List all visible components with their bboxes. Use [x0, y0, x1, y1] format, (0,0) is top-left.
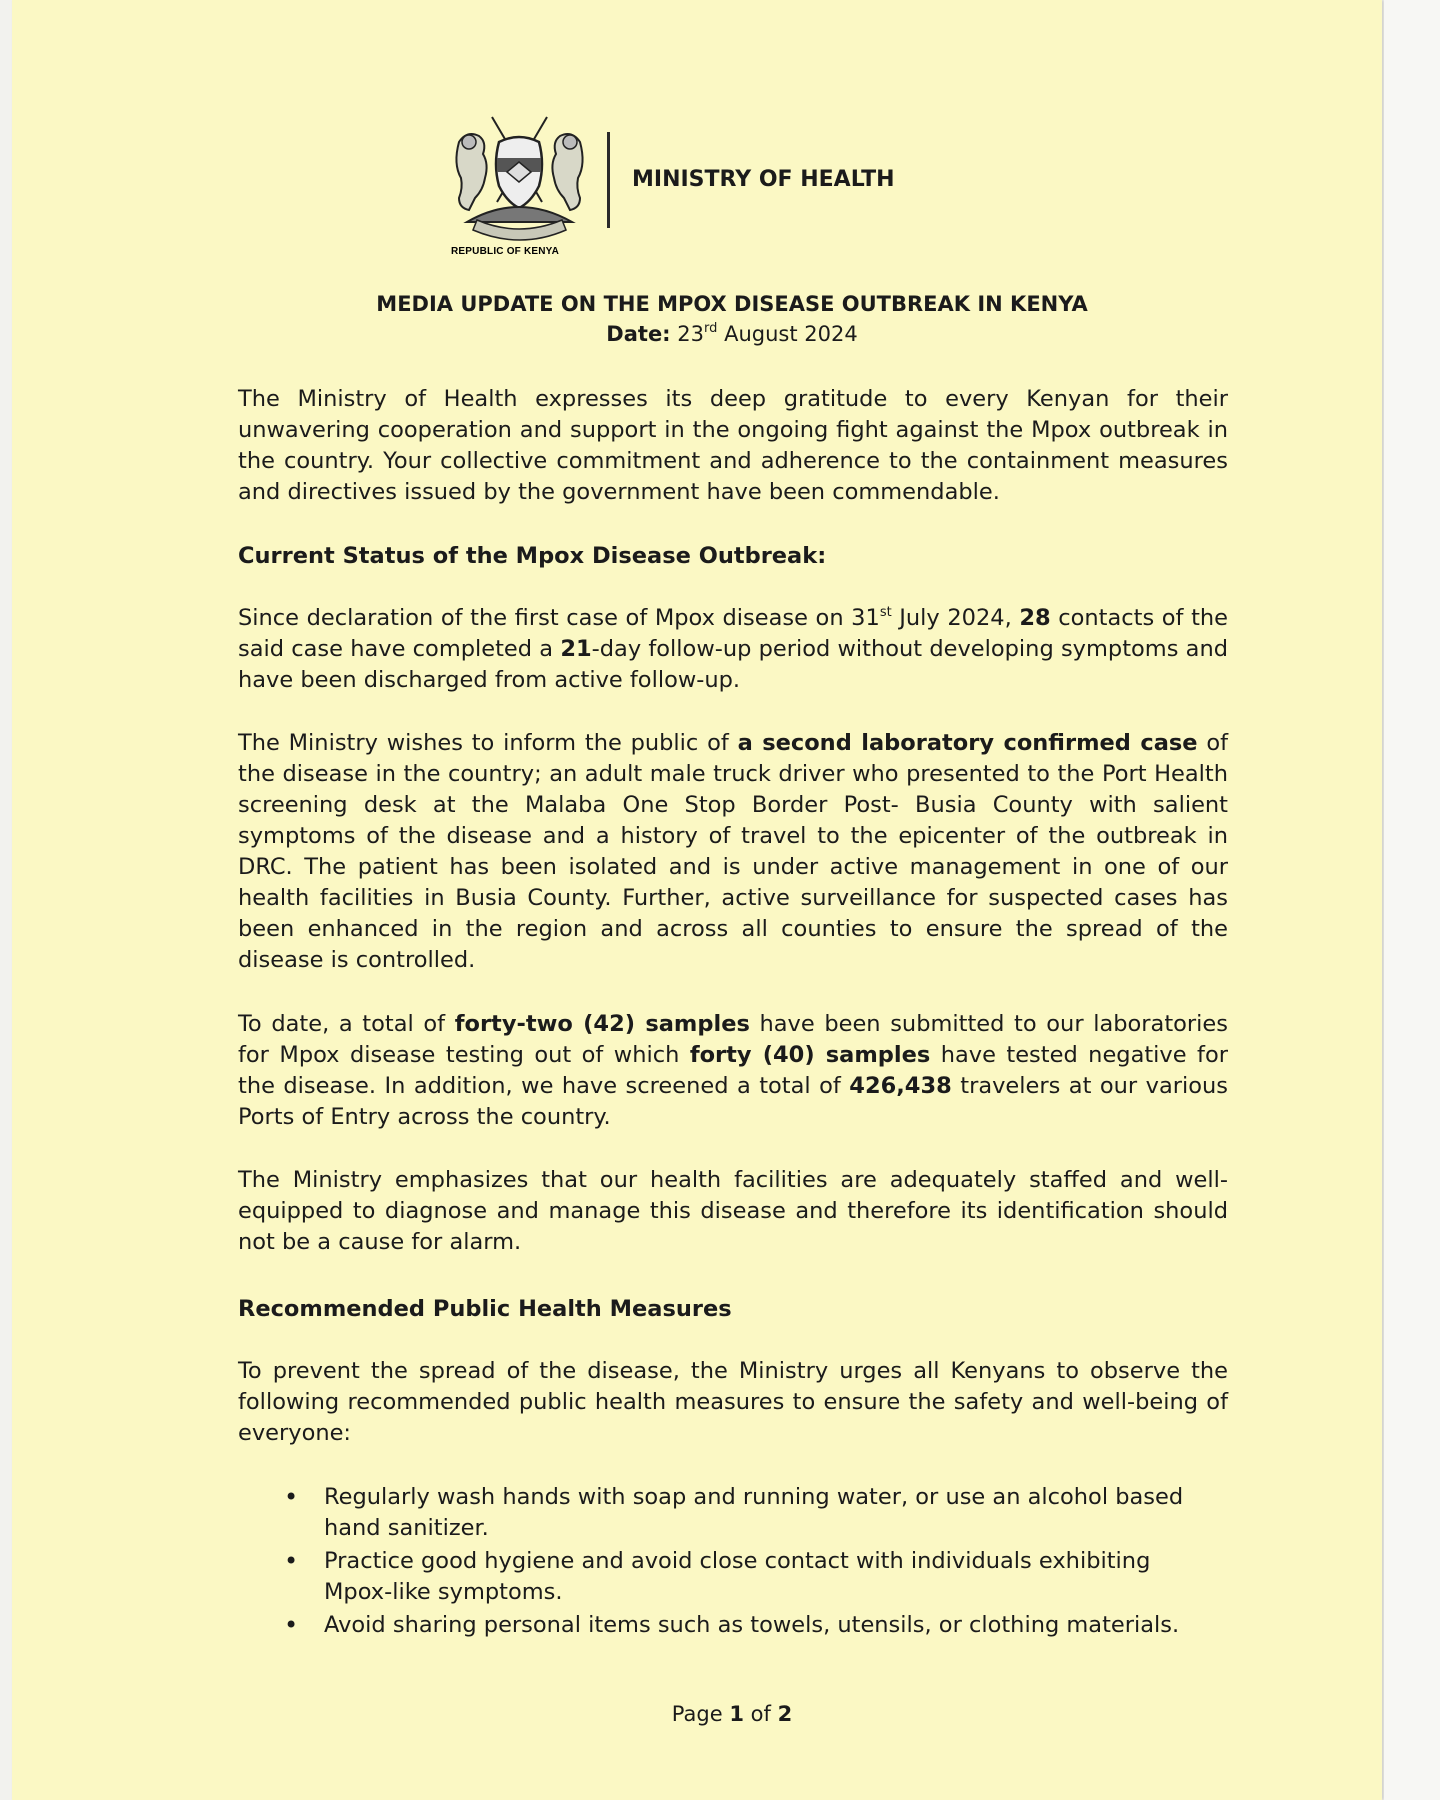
document-title: MEDIA UPDATE ON THE MPOX DISEASE OUTBREAK IN KENYA [376, 292, 1088, 316]
of-word: of [750, 1702, 771, 1726]
measures-list [284, 1482, 1224, 1643]
samples-submitted: forty-two (42) samples [454, 1011, 750, 1037]
samples-text-2: have been submitted to our laboratories for Mpox disease testing out of which [238, 1011, 1228, 1068]
measure-text: Avoid sharing personal items such as towels, utensils, or clothing materials. [324, 1612, 1180, 1638]
letterhead-divider [607, 132, 610, 228]
bullet-icon: • [284, 1547, 299, 1575]
measure-text: Regularly wash hands with soap and running water, or use an alcohol based hand sanitizer. [324, 1484, 1184, 1541]
page-word: Page [671, 1702, 723, 1726]
list-item [284, 1610, 1224, 1641]
status-text-1: Since declaration of the first case of Mpox disease on 31 [238, 605, 880, 631]
date-label: Date: [606, 322, 671, 346]
second-case-paragraph [238, 728, 1228, 976]
list-item [284, 1482, 1224, 1544]
ministry-name: MINISTRY OF HEALTH [632, 167, 895, 192]
measure-text: Practice good hygiene and avoid close contact with individuals exhibiting Mpox-like symptoms. [324, 1548, 1151, 1605]
coat-of-arms-emblem [447, 112, 592, 242]
samples-text-1: To date, a total of [238, 1011, 455, 1037]
status-text-3: contacts of the said case have completed a [238, 605, 1228, 662]
list-item [284, 1546, 1224, 1608]
status-follow-up-days: 21 [560, 636, 592, 662]
document-page [12, 0, 1382, 1800]
second-case-highlight: a second laboratory confirmed case [737, 730, 1198, 756]
travelers-screened: 426,438 [849, 1073, 952, 1099]
second-case-text-1: The Ministry wishes to inform the public of [238, 730, 738, 756]
status-date-suffix: st [879, 605, 892, 620]
page-current: 1 [729, 1702, 744, 1726]
second-case-text-2: of the disease in the country; an adult male truck driver who presented to the Port Health screening desk at the Malaba One Stop Border Post- Busia County with salient symptoms of the disease and a history of travel to the epicenter of the outbreak in DRC. The patient has been isolated and is under active management in one of our health facilities in Busia County. Further, active surveillance for suspected cases has been enhanced in the region and across all counties to ensure the spread of the disease is controlled. [238, 730, 1229, 973]
bullet-icon: • [284, 1611, 299, 1639]
bullet-icon: • [284, 1483, 299, 1511]
republic-of-kenya-caption: REPUBLIC OF KENYA [451, 246, 560, 257]
samples-text-4: travelers at our various Ports of Entry across the country. [238, 1073, 1228, 1130]
status-contacts-count: 28 [1019, 605, 1051, 631]
status-heading: Current Status of the Mpox Disease Outbreak: [238, 543, 827, 569]
measures-intro-paragraph: To prevent the spread of the disease, the Ministry urges all Kenyans to observe the following recommended public health measures to ensure the safety and well-being of everyone: [238, 1358, 1228, 1446]
date-suffix: rd [704, 321, 718, 336]
samples-text-3: have tested negative for the disease. In addition, we have screened a total of [238, 1042, 1228, 1099]
samples-negative: forty (40) samples [689, 1042, 931, 1068]
samples-paragraph [238, 1009, 1228, 1133]
status-paragraph [238, 603, 1228, 696]
intro-paragraph: The Ministry of Health expresses its deep gratitude to every Kenyan for their unwavering cooperation and support in the ongoing fight against the Mpox outbreak in the country. Your collective commitment and adherence to the containment measures and directives issued by the government have been commendable. [238, 386, 1228, 505]
letterhead [447, 112, 1047, 262]
facilities-paragraph: The Ministry emphasizes that our health facilities are adequately staffed and well-equipped to diagnose and manage this disease and therefore its identification should not be a cause for alarm. [238, 1167, 1228, 1255]
date-day: 23 [677, 322, 705, 346]
measures-heading: Recommended Public Health Measures [238, 1296, 732, 1322]
scan-margin [1384, 0, 1440, 1800]
document-date [132, 322, 1332, 346]
page-number [132, 1702, 1332, 1726]
page-total: 2 [777, 1702, 793, 1726]
status-text-4: -day follow-up period without developing symptoms and have been discharged from active follow-up. [238, 636, 1228, 693]
status-text-2: July 2024, [891, 605, 1020, 631]
date-month-year: August 2024 [724, 322, 858, 346]
